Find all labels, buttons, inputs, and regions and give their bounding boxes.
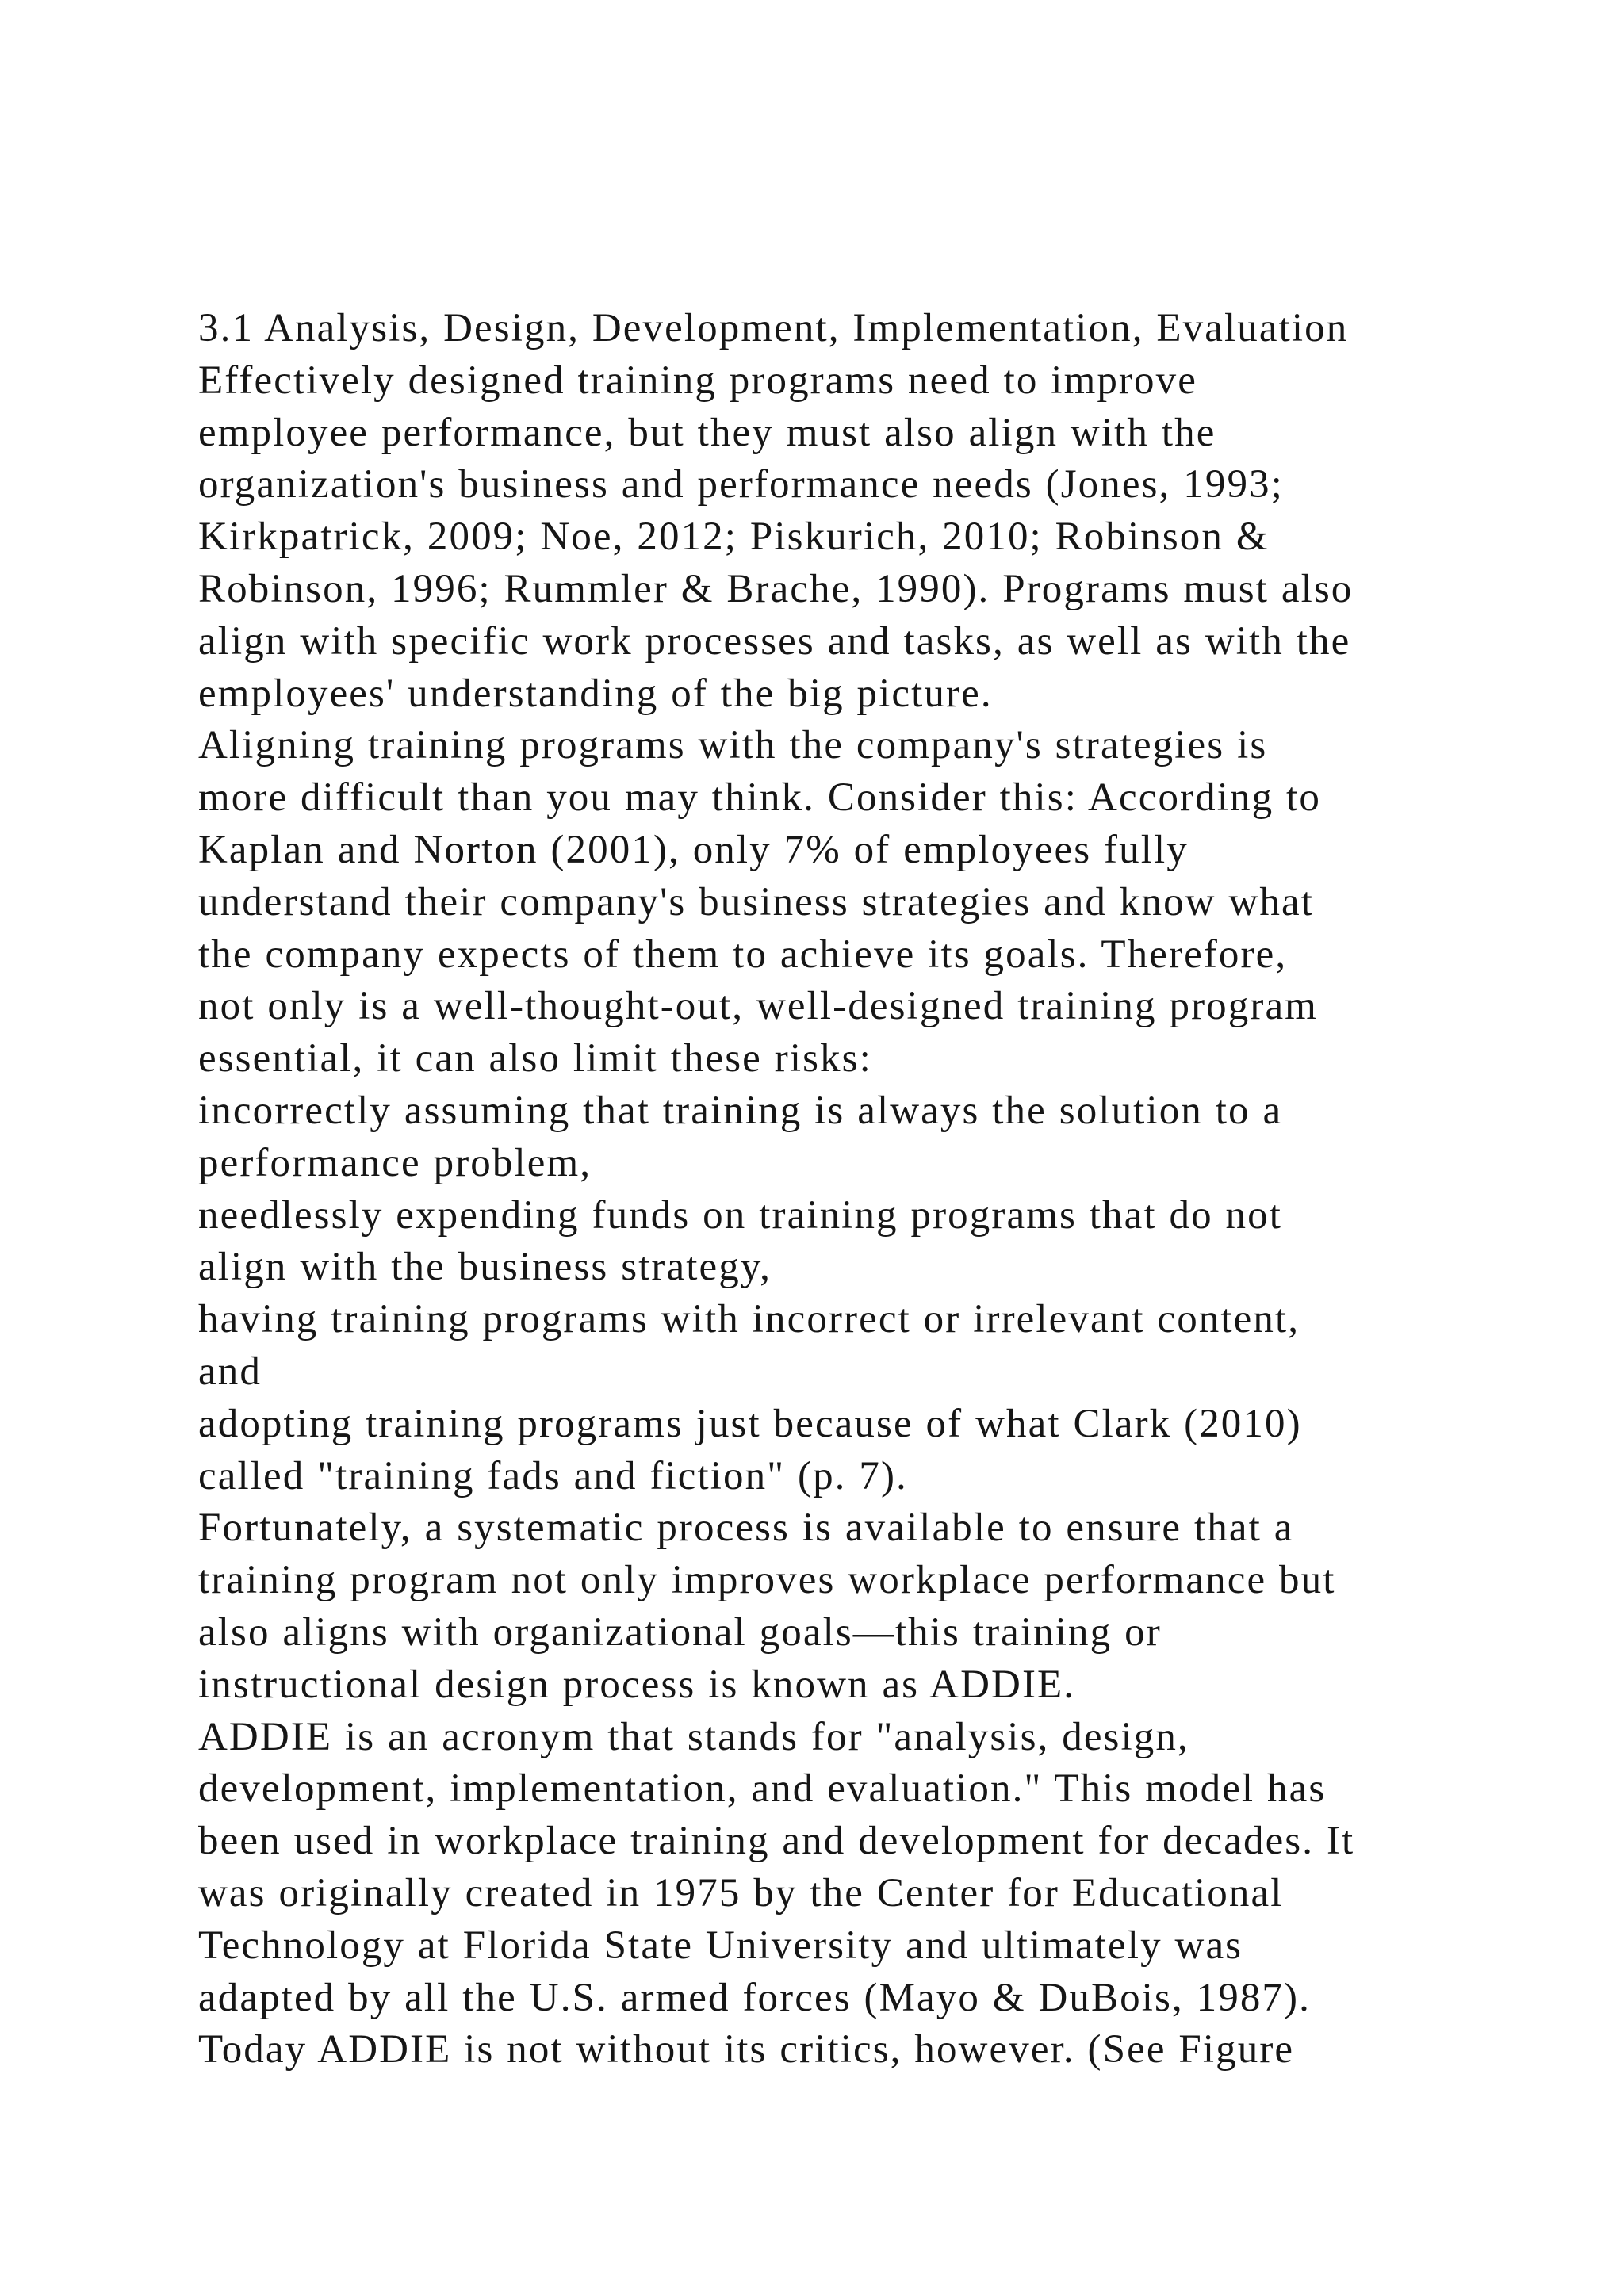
text-line: the company expects of them to achieve its goals. Therefore, bbox=[198, 932, 1288, 977]
text-line: adapted by all the U.S. armed forces (Mayo & DuBois, 1987). bbox=[198, 1975, 1311, 2020]
text-line: Aligning training programs with the company's strategies is bbox=[198, 723, 1268, 768]
text-line: ADDIE is an acronym that stands for "analysis, design, bbox=[198, 1714, 1189, 1759]
text-line: training program not only improves workplace performance but bbox=[198, 1558, 1336, 1603]
text-line: Robinson, 1996; Rummler & Brache, 1990). Programs must also bbox=[198, 566, 1354, 611]
text-line: employee performance, but they must also align with the bbox=[198, 410, 1216, 455]
text-line: Fortunately, a systematic process is available to ensure that a bbox=[198, 1506, 1294, 1551]
text-line: instructional design process is known as ADDIE. bbox=[198, 1662, 1076, 1707]
text-line: Kirkpatrick, 2009; Noe, 2012; Piskurich, 2010; Robinson & bbox=[198, 515, 1270, 560]
text-line: incorrectly assuming that training is always the solution to a bbox=[198, 1088, 1283, 1133]
text-line: development, implementation, and evaluation." This model has bbox=[198, 1766, 1327, 1812]
text-line: essential, it can also limit these risks: bbox=[198, 1036, 872, 1081]
text-line: 3.1 Analysis, Design, Development, Implementation, Evaluation bbox=[198, 306, 1349, 350]
text-line: called "training fads and fiction" (p. 7). bbox=[198, 1453, 908, 1498]
text-line: employees' understanding of the big picture. bbox=[198, 671, 993, 716]
text-line: Today ADDIE is not without its critics, however. (See Figure bbox=[198, 2027, 1295, 2072]
text-line: align with the business strategy, bbox=[198, 1245, 772, 1290]
text-line: also aligns with organizational goals—this training or bbox=[198, 1609, 1162, 1655]
text-line: Technology at Florida State University and ultimately was bbox=[198, 1923, 1243, 1968]
text-line: not only is a well-thought-out, well-designed training program bbox=[198, 984, 1318, 1029]
text-line: was originally created in 1975 by the Center for Educational bbox=[198, 1870, 1284, 1915]
text-line: understand their company's business strategies and know what bbox=[198, 879, 1315, 924]
text-line: having training programs with incorrect or irrelevant content, bbox=[198, 1297, 1300, 1342]
body-text bbox=[198, 303, 1562, 2076]
text-line: organization's business and performance needs (Jones, 1993; bbox=[198, 462, 1284, 507]
text-line: adopting training programs just because of what Clark (2010) bbox=[198, 1401, 1302, 1446]
text-line: performance problem, bbox=[198, 1140, 592, 1185]
text-line: and bbox=[198, 1349, 262, 1394]
text-line: Effectively designed training programs need to improve bbox=[198, 358, 1197, 403]
text-line: more difficult than you may think. Consider this: According to bbox=[198, 775, 1321, 821]
text-line: align with specific work processes and tasks, as well as with the bbox=[198, 618, 1351, 664]
text-line: Kaplan and Norton (2001), only 7% of employees fully bbox=[198, 827, 1189, 872]
text-line: been used in workplace training and development for decades. It bbox=[198, 1819, 1355, 1864]
text-line: needlessly expending funds on training programs that do not bbox=[198, 1192, 1283, 1238]
